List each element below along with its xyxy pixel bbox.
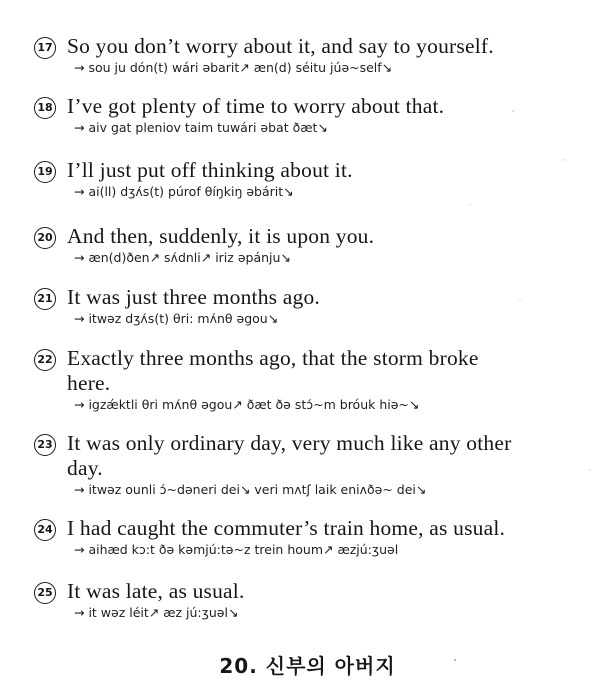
pronunciation-guide: → it wəz léit↗ æz jú:ʒuəl↘ [74,605,239,620]
sentence-number: 18 [34,97,56,119]
english-sentence: I had caught the commuter’s train home, as usual. [67,516,506,540]
chapter-title: 20. 신부의 아버지 [219,654,396,678]
sentence-number: 23 [34,434,56,456]
sentence-entry-20 [34,224,594,266]
pronunciation-guide: → itwəz ounli ɔ́~dəneri dei↘ veri mʌtʃ laik eniʌðə~ dei↘ [74,482,427,497]
pronunciation-guide: → sou ju dón(t) wári əbarit↗ æn(d) séitu júə~self↘ [74,60,393,75]
sentence-entry-24 [34,516,594,558]
english-sentence: So you don’t worry about it, and say to yourself. [67,34,494,58]
sentence-number: 24 [34,519,56,541]
sentence-number: 17 [34,37,56,59]
sentence-number: 25 [34,582,56,604]
english-sentence: Exactly three months ago, that the storm broke here. [67,346,479,395]
pronunciation-guide: → æn(d)ðen↗ sʌ́dnli↗ iriz əpánju↘ [74,250,291,265]
sentence-entry-23 [34,431,594,498]
sentence-entry-18 [34,94,594,136]
english-sentence: It was late, as usual. [67,579,245,603]
pronunciation-guide: → ai(ll) dʒʌ́s(t) púrof θíŋkiŋ əbárit↘ [74,184,294,199]
english-sentence: It was just three months ago. [67,285,321,309]
sentence-number: 22 [34,349,56,371]
english-sentence: I’ve got plenty of time to worry about that. [67,94,445,118]
pronunciation-guide: → aiv gat pleniov taim tuwári əbat ðæt↘ [74,120,328,135]
sentence-entry-19 [34,158,594,200]
english-sentence: I’ll just put off thinking about it. [67,158,353,182]
sentence-entry-17 [34,34,594,76]
english-sentence: And then, suddenly, it is upon you. [67,224,375,248]
pronunciation-guide: → aihæd kɔ:t ðə kəmjú:tə~z trein houm↗ æzjú:ʒuəl [74,542,399,557]
sentence-entry-25 [34,579,594,621]
english-sentence: It was only ordinary day, very much like any other day. [67,431,512,480]
sentence-number: 19 [34,161,56,183]
pronunciation-guide: → igzǽktli θri mʌ́nθ əgou↗ ðæt ðə stɔ́~m bróuk hiə~↘ [74,397,420,412]
sentence-entry-21 [34,285,594,327]
sentence-number: 20 [34,227,56,249]
pronunciation-guide: → itwəz dʒʌ́s(t) θri: mʌ́nθ əgou↘ [74,311,279,326]
sentence-number: 21 [34,288,56,310]
sentence-entry-22 [34,346,594,413]
